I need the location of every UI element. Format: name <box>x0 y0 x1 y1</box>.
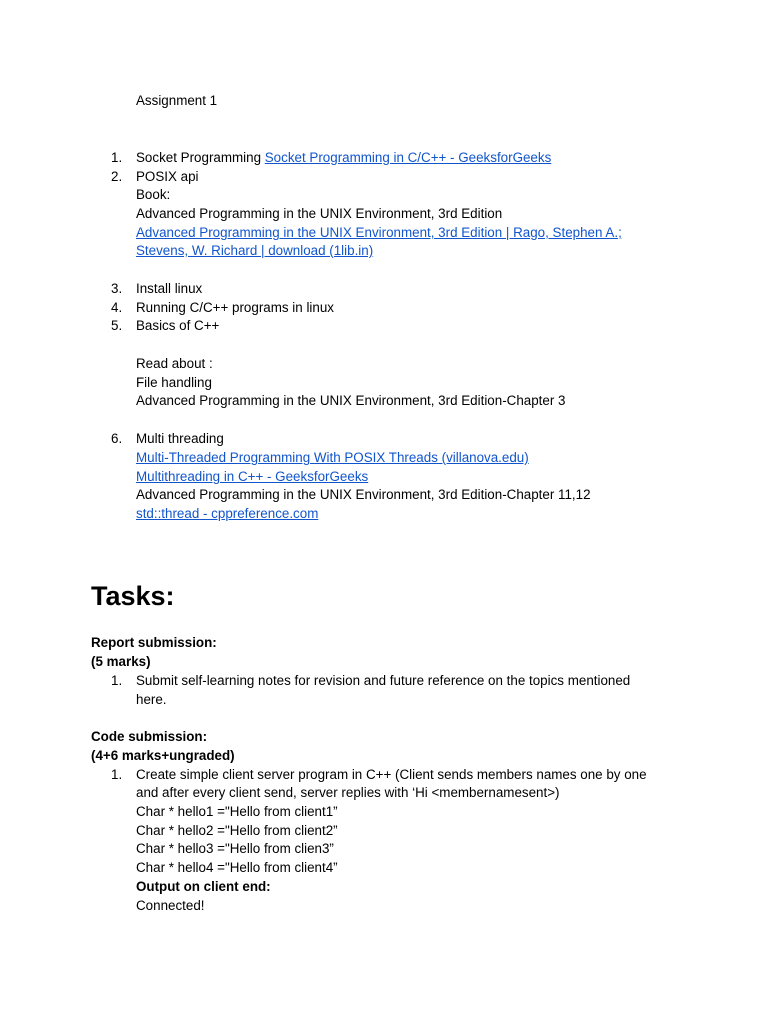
book-title: Advanced Programming in the UNIX Environment, 3rd Edition <box>136 206 503 221</box>
link-socket-programming[interactable]: Socket Programming in C/C++ - GeeksforGeeks <box>264 150 552 165</box>
list-number: 4. <box>111 300 123 315</box>
list-item-socket-programming <box>136 149 551 167</box>
book-label: Book: <box>136 187 171 202</box>
connected-output: Connected! <box>136 898 205 913</box>
link-std-thread-cppreference[interactable]: std::thread - cppreference.com <box>136 506 319 521</box>
assignment-title: Assignment 1 <box>136 93 218 108</box>
list-item-running-programs: Running C/C++ programs in linux <box>136 300 334 315</box>
code-marks: (4+6 marks+ungraded) <box>91 748 235 763</box>
hello3-line: Char * hello3 ="Hello from clien3” <box>136 841 334 856</box>
list-number: 3. <box>111 281 123 296</box>
report-submission-label: Report submission: <box>91 635 217 650</box>
tasks-heading: Tasks: <box>91 581 175 611</box>
list-number: 2. <box>111 169 123 184</box>
link-multithreading-geeks[interactable]: Multithreading in C++ - GeeksforGeeks <box>136 469 369 484</box>
link-apue-book-line1[interactable]: Advanced Programming in the UNIX Environment, 3rd Edition | Rago, Stephen A.; <box>136 225 622 240</box>
chapter3-reference: Advanced Programming in the UNIX Environment, 3rd Edition-Chapter 3 <box>136 393 566 408</box>
report-marks: (5 marks) <box>91 654 151 669</box>
file-handling-label: File handling <box>136 375 212 390</box>
list-number: 1. <box>111 767 123 782</box>
output-client-label: Output on client end: <box>136 879 271 894</box>
hello2-line: Char * hello2 ="Hello from client2” <box>136 823 338 838</box>
hello4-line: Char * hello4 ="Hello from client4” <box>136 860 338 875</box>
read-about-label: Read about : <box>136 356 213 371</box>
list-item-posix-api: POSIX api <box>136 169 199 184</box>
list-number: 5. <box>111 318 123 333</box>
list-number: 6. <box>111 431 123 446</box>
list-item-label: Socket Programming <box>136 150 265 165</box>
code-item-line2: and after every client send, server replies with ‘Hi <membernamesent>) <box>136 785 560 800</box>
chapter11-reference: Advanced Programming in the UNIX Environment, 3rd Edition-Chapter 11,12 <box>136 487 591 502</box>
link-villanova-posix-threads[interactable]: Multi-Threaded Programming With POSIX Threads (villanova.edu) <box>136 450 529 465</box>
report-item-line2: here. <box>136 692 167 707</box>
list-item-basics-cpp: Basics of C++ <box>136 318 220 333</box>
list-item-install-linux: Install linux <box>136 281 203 296</box>
link-apue-book-line2[interactable]: Stevens, W. Richard | download (1lib.in) <box>136 243 374 258</box>
code-submission-label: Code submission: <box>91 729 208 744</box>
report-item-line1: Submit self-learning notes for revision and future reference on the topics mentioned <box>136 673 631 688</box>
code-item-line1: Create simple client server program in C++ (Client sends members names one by one <box>136 767 647 782</box>
hello1-line: Char * hello1 ="Hello from client1” <box>136 804 338 819</box>
list-number: 1. <box>111 673 123 688</box>
list-number: 1. <box>111 150 123 165</box>
list-item-multi-threading: Multi threading <box>136 431 224 446</box>
